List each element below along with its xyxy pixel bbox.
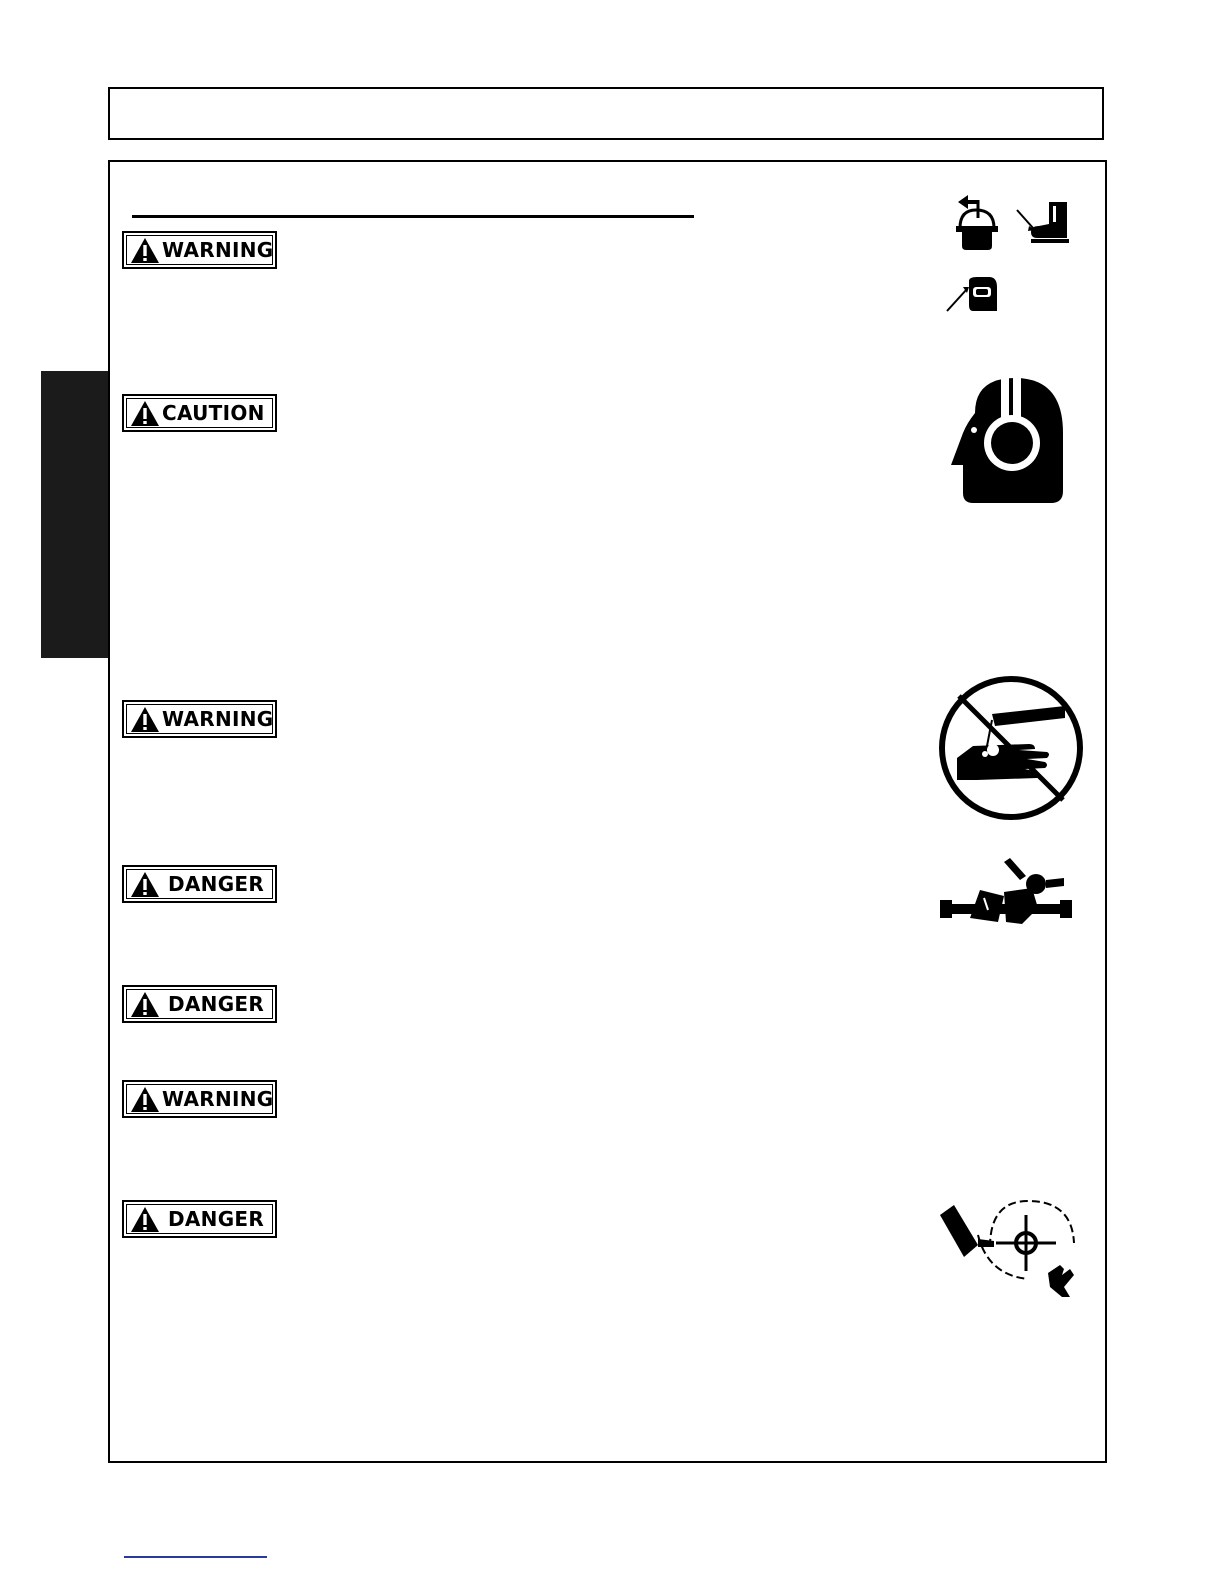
hearing-protection-icon — [945, 373, 1070, 508]
alert-triangle-icon — [130, 1206, 160, 1233]
rotating-blade-hand-icon — [938, 1195, 1078, 1300]
section-heading-rule — [132, 215, 694, 218]
alert-triangle-icon — [130, 706, 160, 733]
danger-label-text: DANGER — [168, 872, 265, 896]
warning-label — [122, 700, 277, 738]
warning-label-text: WARNING — [162, 1087, 274, 1111]
danger-label — [122, 1200, 277, 1238]
safety-goggles-icon — [945, 275, 1000, 315]
safety-boot-icon — [1013, 198, 1075, 246]
warning-label — [122, 1080, 277, 1118]
footer-link-underline[interactable] — [124, 1556, 267, 1558]
danger-label — [122, 865, 277, 903]
caution-label-text: CAUTION — [162, 401, 265, 425]
page-header-box — [108, 87, 1104, 140]
danger-label — [122, 985, 277, 1023]
hard-hat-icon — [948, 190, 1003, 252]
alert-triangle-icon — [130, 400, 160, 427]
caution-label — [122, 394, 277, 432]
alert-triangle-icon — [130, 871, 160, 898]
section-side-tab — [41, 371, 108, 658]
danger-label-text: DANGER — [168, 992, 265, 1016]
warning-label-text: WARNING — [162, 238, 274, 262]
alert-triangle-icon — [130, 1086, 160, 1113]
warning-label-text: WARNING — [162, 707, 274, 731]
danger-label-text: DANGER — [168, 1207, 265, 1231]
alert-triangle-icon — [130, 237, 160, 264]
chemical-burn-hand-icon — [937, 674, 1085, 822]
driveline-entanglement-icon — [940, 852, 1075, 932]
alert-triangle-icon — [130, 991, 160, 1018]
warning-label — [122, 231, 277, 269]
